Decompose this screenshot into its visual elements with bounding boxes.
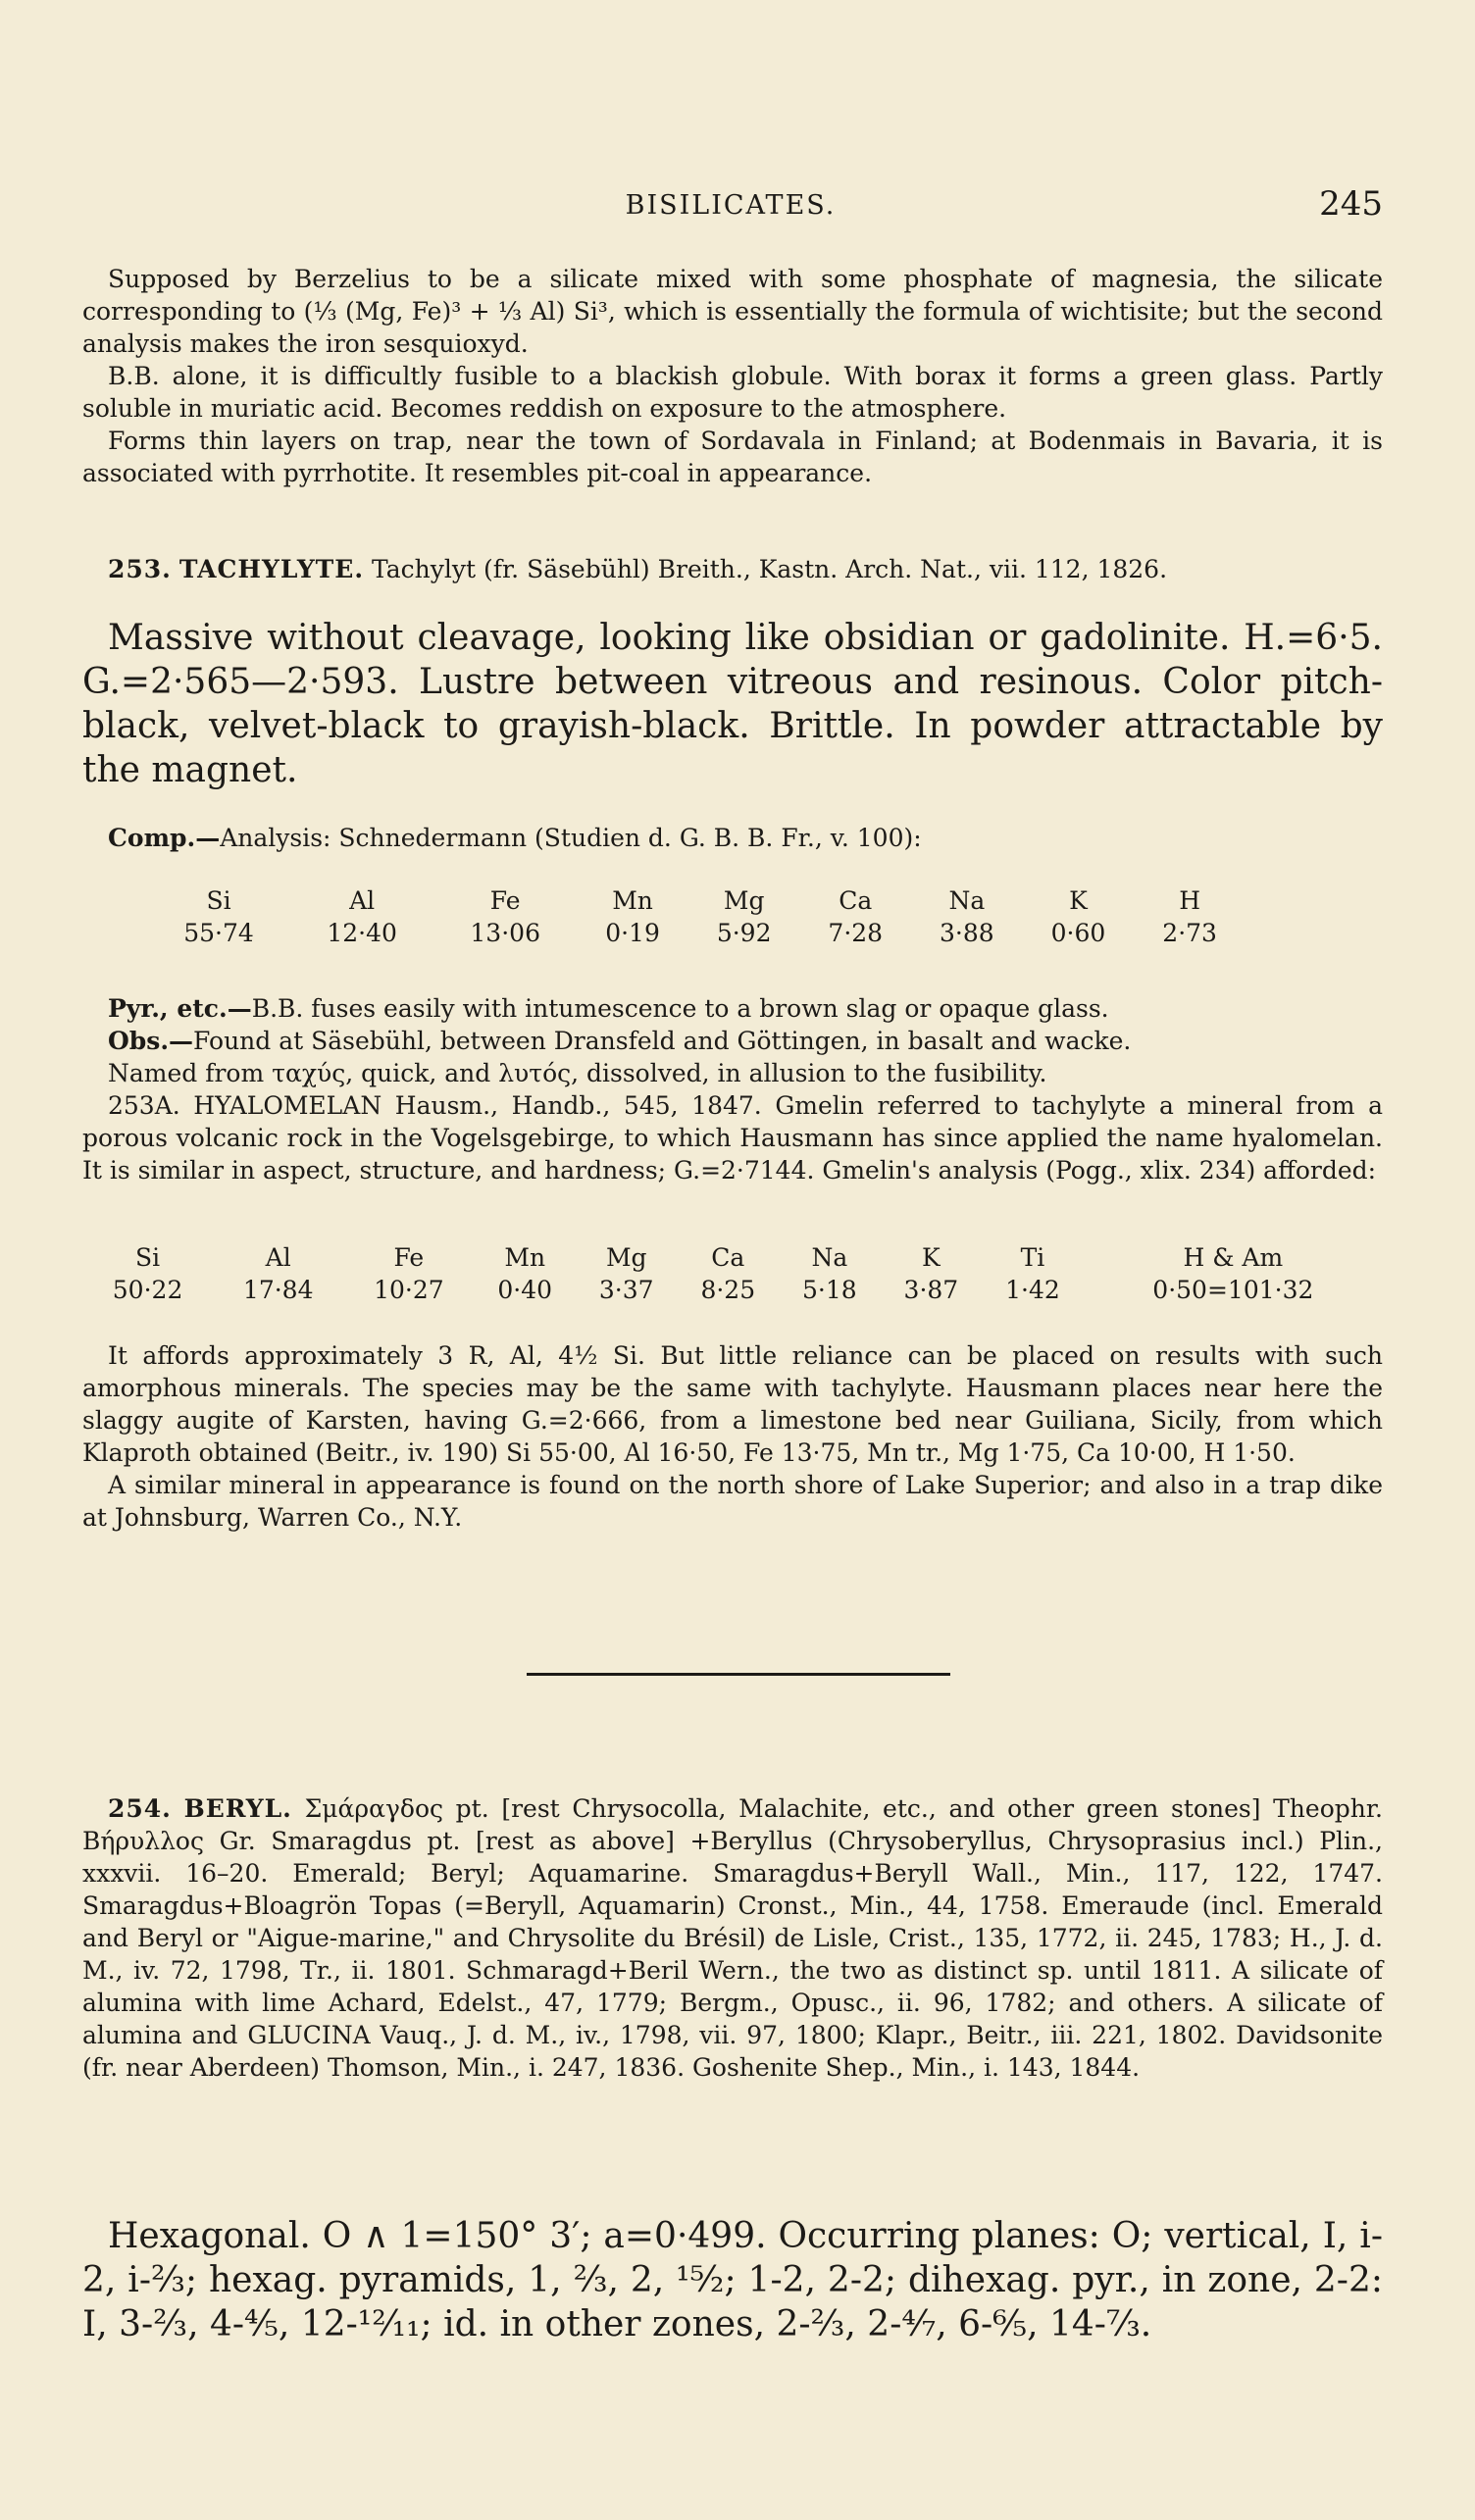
comp-text: Analysis: Schnedermann (Studien d. G. B. B. Fr., v. 100): (220, 824, 922, 852)
page-number: 245 (1319, 184, 1383, 224)
analysis-table-1 (147, 884, 1304, 949)
etymology: Named from ταχύς, quick, and λυτός, dissolved, in allusion to the fusibility. (108, 1059, 1047, 1087)
running-head: BISILICATES. (625, 190, 837, 221)
beryl-heading (82, 1792, 1383, 2084)
page-header (78, 184, 1383, 227)
tachylyte-heading (82, 553, 1383, 585)
comp-label: Comp.— (108, 824, 221, 852)
species-name: BERYL. (183, 1794, 292, 1823)
remarks-paragraph: A similar mineral in appearance is found on the north shore of Lake Superior; and also in a trap dike at Johnsburg, Warren Co., N.Y. (82, 1471, 1383, 1532)
intro-section (82, 263, 1383, 489)
analysis-value-row: 50·22 17·84 10·27 0·40 3·37 8·25 5·18 3·87 1·42 0·50=101·32 (112, 1276, 1314, 1304)
analysis-table-2 (82, 1241, 1387, 1306)
obs-text: Found at Säsebühl, between Dransfeld and Göttingen, in basalt and wacke. (193, 1027, 1132, 1055)
tachylyte-composition (82, 822, 1383, 854)
intro-paragraph: B.B. alone, it is difficultly fusible to a blackish globule. With borax it forms a green glass. Partly soluble in muriatic acid. Becomes reddish on exposure to the atmosphere. (82, 362, 1383, 423)
species-number: 254. (108, 1794, 172, 1823)
tachylyte-remarks (82, 1339, 1383, 1534)
species-synonymy: Σμάραγδος pt. [rest Chrysocolla, Malachite, etc., and other green stones] Theophr. Βήρυλλος Gr. Smaragdus pt. [rest as above] +Beryllus (Chrysoberyllus, Chrysoprasius incl.) Plin., xxxvii. 16–20. Emerald; Beryl; Aquamarine. Smaragdus+Beryll Wall., Min., 117, 122, 1747. Smaragdus+Bloagrön Topas (=Beryll, Aquamarin) Cronst., Min., 44, 1758. Emeraude (incl. Emerald and Beryl or "Aigue-marine," and Chrysolite du Brésil) de Lisle, Crist., 135, 1772, ii. 245, 1783; H., J. d. M., iv. 72, 1798, Tr., ii. 1801. Schmaragd+Beril Wern., the two as distinct sp. until 1811. A silicate of alumina with lime Achard, Edelst., 47, 1779; Bergm., Opusc., ii. 96, 1782; and others. A silicate of alumina and GLUCINA Vauq., J. d. M., iv., 1798, vii. 97, 1800; Klapr., Beitr., iii. 221, 1802. Davidsonite (fr. near Aberdeen) Thomson, Min., i. 247, 1836. Goshenite Shep., Min., i. 143, 1844. (82, 1794, 1383, 2082)
obs-label: Obs.— (108, 1027, 194, 1055)
species-synonymy: Tachylyt (fr. Säsebühl) Breith., Kastn. Arch. Nat., vii. 112, 1826. (371, 555, 1168, 583)
analysis-value-row: 55·74 12·40 13·06 0·19 5·92 7·28 3·88 0·60 2·73 (183, 919, 1217, 947)
tachylyte-description: Massive without cleavage, looking like obsidian or gadolinite. H.=6·5. G.=2·565—2·593. Lustre between vitreous and resinous. Color pitch-black, velvet-black to grayish-black. Brittle. In powder attractable by the magnet. (82, 618, 1383, 790)
species-number: 253. (108, 555, 172, 583)
analysis-header-row: Si Al Fe Mn Mg Ca Na K H (206, 886, 1201, 915)
beryl-crystallography: Hexagonal. O ∧ 1=150° 3′; a=0·499. Occurring planes: O; vertical, I, i-2, i-⅔; hexag. pyramids, 1, ⅔, 2, ¹⁵⁄₂; 1-2, 2-2; dihexag. pyr., in zone, 2-2: I, 3-⅔, 4-⅘, 12-¹²⁄₁₁; id. in other zones, 2-⅔, 2-⁴⁄₇, 6-⁶⁄₅, 14-⁷⁄₃. (82, 2216, 1383, 2344)
pyr-text: B.B. fuses easily with intumescence to a brown slag or opaque glass. (251, 994, 1109, 1023)
analysis-header-row: Si Al Fe Mn Mg Ca Na K Ti H & Am (135, 1243, 1284, 1272)
hyalomelan-paragraph: 253A. HYALOMELAN Hausm., Handb., 545, 1847. Gmelin referred to tachylyte a mineral from a porous volcanic rock in the Vogelsgebirge, to which Hausmann has since applied the name hyalomelan. It is similar in aspect, structure, and hardness; G.=2·7144. Gmelin's analysis (Pogg., xlix. 234) afforded: (82, 1091, 1383, 1184)
remarks-paragraph: It affords approximately 3 R, Al, 4½ Si. But little reliance can be placed on results with such amorphous minerals. The species may be the same with tachylyte. Hausmann places near here the slaggy augite of Karsten, having G.=2·666, from a limestone bed near Guiliana, Sicily, from which Klaproth obtained (Beitr., iv. 190) Si 55·00, Al 16·50, Fe 13·75, Mn tr., Mg 1·75, Ca 10·00, H 1·50. (82, 1341, 1383, 1467)
species-name: TACHYLYTE. (178, 555, 365, 583)
section-divider (527, 1673, 950, 1676)
intro-paragraph: Supposed by Berzelius to be a silicate mixed with some phosphate of magnesia, the silicate corresponding to (⅓ (Mg, Fe)³ + ⅓ Al) Si³, which is essentially the formula of wichtisite; but the second analysis makes the iron sesquioxyd. (82, 265, 1383, 358)
intro-paragraph: Forms thin layers on trap, near the town of Sordavala in Finland; at Bodenmais in Bavaria, it is associated with pyrrhotite. It resembles pit-coal in appearance. (82, 427, 1383, 487)
pyr-label: Pyr., etc.— (108, 994, 252, 1023)
tachylyte-notes (82, 992, 1383, 1186)
